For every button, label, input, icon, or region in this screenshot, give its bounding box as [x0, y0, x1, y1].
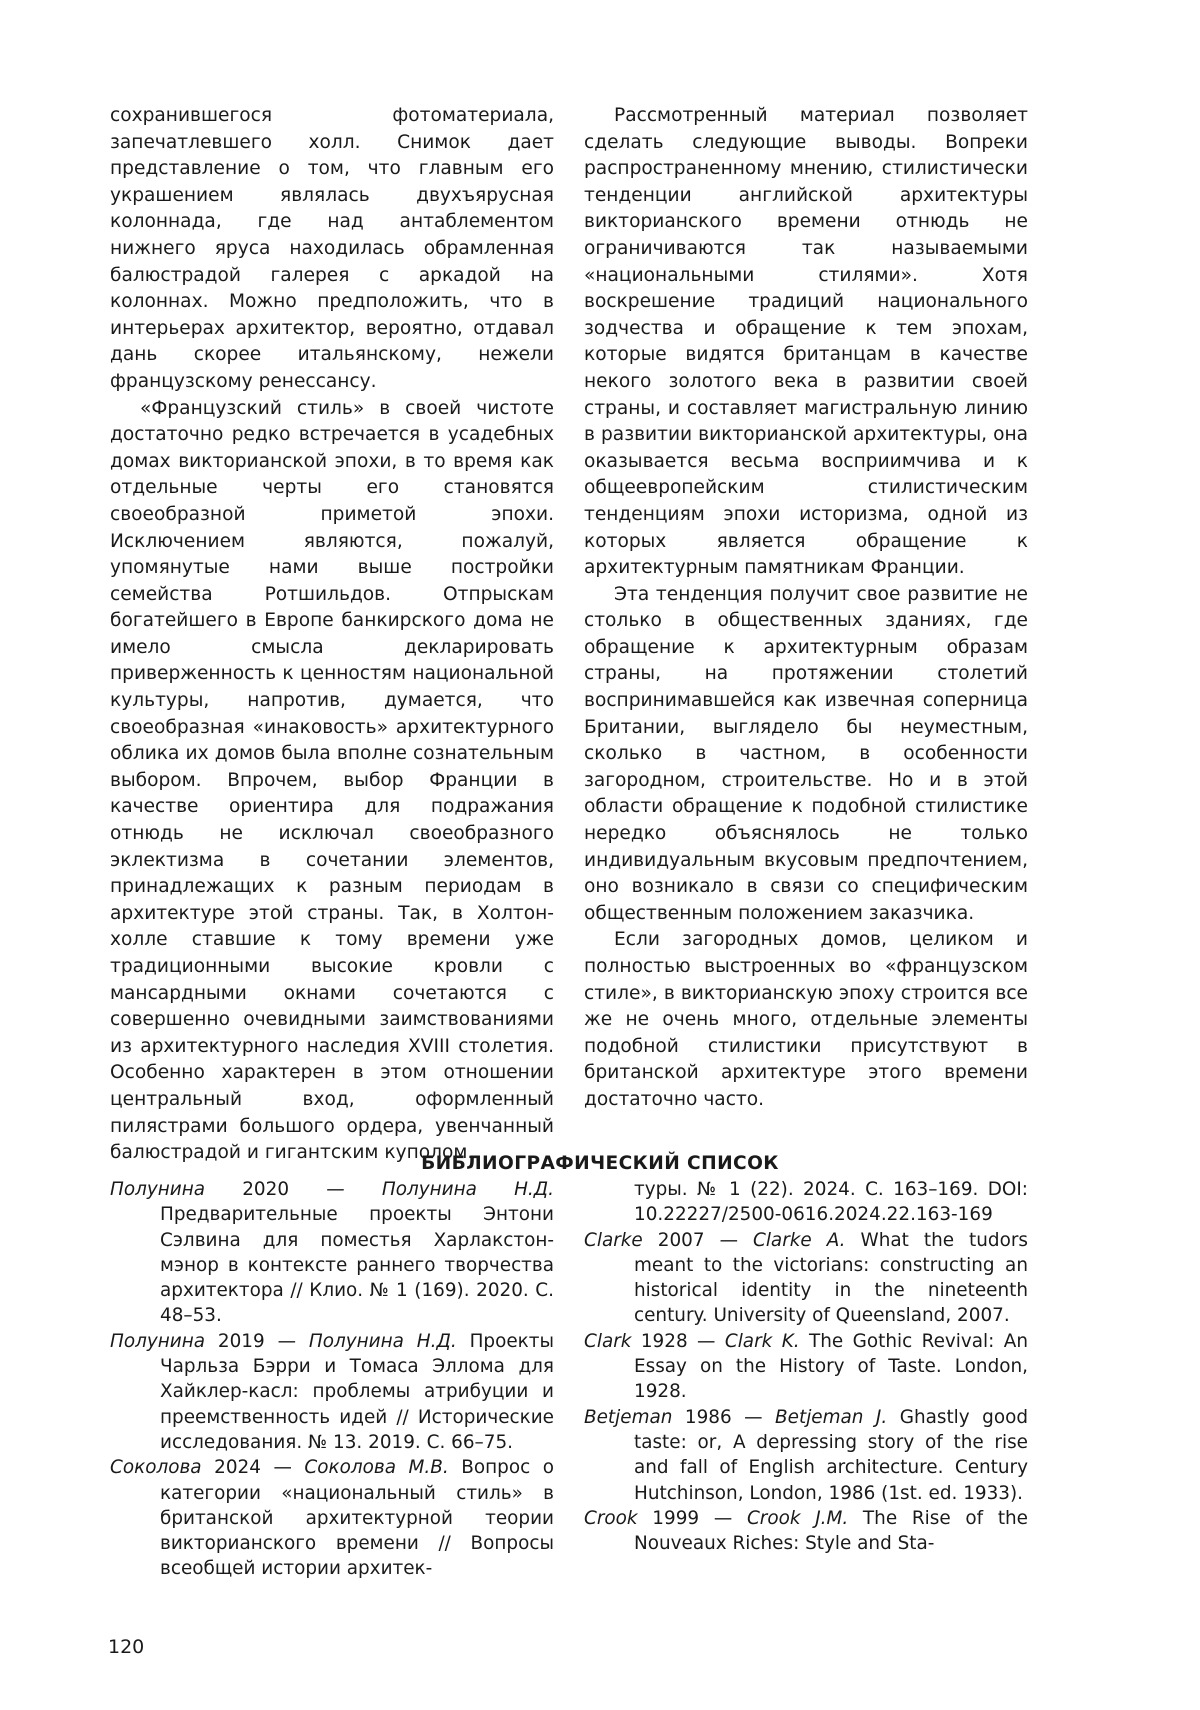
entry-key: Clark: [584, 1330, 632, 1352]
entry-key: Crook: [584, 1507, 638, 1529]
entry-key: Betjeman: [584, 1406, 673, 1428]
bibliography-heading: БИБЛИОГРАФИЧЕСКИЙ СПИСОК: [421, 1153, 779, 1174]
bibliography-entry: [584, 1228, 1028, 1329]
entry-key: Полунина: [110, 1179, 205, 1200]
entry-author: Соколова М.В.: [304, 1457, 449, 1479]
entry-author: Полунина Н.Д.: [308, 1330, 457, 1352]
entry-key: Clarke: [584, 1229, 643, 1251]
entry-author: Crook J.M.: [746, 1507, 849, 1529]
bibliography-entry-continuation: туры. № 1 (22). 2024. С. 163–169. DOI: 10.22227/2500-0616.2024.22.163-169: [634, 1179, 1028, 1226]
page-number: 120: [108, 1636, 145, 1658]
bibliography-entry: [584, 1506, 1028, 1557]
entry-key: Соколова: [110, 1457, 202, 1479]
entry-author: Clarke A.: [752, 1229, 846, 1251]
entry-author: Полунина Н.Д.: [381, 1179, 554, 1200]
entry-year: 1999 —: [637, 1507, 747, 1529]
entry-text: The Rise of the Nouveaux Riches: Style and Sta-: [634, 1507, 1028, 1555]
bibliography-right-column: [584, 1177, 1028, 1582]
right-column: [584, 103, 1028, 1167]
paragraph: Если загородных домов, целиком и полностью выстроенных во «французском стиле», в викторианскую эпоху строится все же не очень много, отдельные элементы подобной стилистики присутствуют в британской архитектуре этого времени достаточно часто.: [584, 929, 1028, 1110]
body-text: [110, 103, 1028, 1167]
entry-text: Проекты Чарльза Бэрри и Томаса Эллома для Хайклер-касл: проблемы атрибуции и преемственность идей // Исторические исследования. № 13. 2019. С. 66–75.: [160, 1330, 554, 1453]
entry-text: Предварительные проекты Энтони Сэлвина для поместья Харлакстон-мэнор в контексте раннего творчества архитектора // Клио. № 1 (169). 2020. С. 48–53.: [160, 1204, 554, 1327]
entry-year: 2020 —: [205, 1179, 382, 1200]
bibliography: [110, 1177, 1028, 1582]
entry-key: Полунина: [110, 1330, 205, 1352]
entry-year: 2024 —: [201, 1457, 305, 1479]
bibliography-entry: [584, 1405, 1028, 1506]
left-column: [110, 103, 554, 1167]
paragraph: Эта тенденция получит свое развитие не столько в общественных зданиях, где обращение к архитектурным образам страны, на протяжении столетий воспринимавшейся как извечная соперница Британии, выглядело бы неуместным, сколько в частном, в особенности загородном, строительстве. Но и в этой области обращение к подобной стилистике нередко объяснялось не только индивидуальным вкусовым предпочтением, оно возникало в связи со специфическим общественным положением заказчика.: [584, 583, 1028, 924]
entry-text: What the tudors meant to the victorians: constructing an historical identity in the nineteenth century. University of Queensland, 2007.: [634, 1229, 1028, 1327]
bibliography-entry: [110, 1329, 554, 1455]
bibliography-left-column: [110, 1177, 554, 1582]
entry-year: 2007 —: [642, 1229, 753, 1251]
entry-text: Вопрос о категории «национальный стиль» в британской архитектурной теории викторианского времени // Вопросы всеобщей истории архитек-: [160, 1457, 554, 1580]
entry-text: The Gothic Revival: An Essay on the History of Taste. London, 1928.: [634, 1330, 1028, 1403]
entry-author: Clark K.: [724, 1330, 800, 1352]
paragraph: сохранившегося фотоматериала, запечатлевшего холл. Снимок дает представление о том, что главным его украшением являлась двухъярусная колоннада, где над антаблементом нижнего яруса находилась обрамленная балюстрадой галерея с аркадой на колоннах. Можно предположить, что в интерьерах архитектор, вероятно, отдавал дань скорее итальянскому, нежели французскому ренессансу.: [110, 105, 554, 392]
paragraph: «Французский стиль» в своей чистоте достаточно редко встречается в усадебных домах викторианской эпохи, в то время как отдельные черты его становятся своеобразной приметой эпохи. Исключением являются, пожалуй, упомянутые нами выше постройки семейства Ротшильдов. Отпрыскам богатейшего в Европе банкирского дома не имело смысла декларировать приверженность к ценностям национальной культуры, напротив, думается, что своеобразная «инаковость» архитектурного облика их домов была вполне сознательным выбором. Впрочем, выбор Франции в качестве ориентира для подражания отнюдь не исключал своеобразного эклектизма в сочетании элементов, принадлежащих к разным периодам в архитектуре этой страны. Так, в Холтон-холле ставшие к тому времени уже традиционными высокие кровли с мансардными окнами сочетаются с совершенно очевидными заимствованиями из архитектурного наследия XVIII столетия. Особенно характерен в этом отношении центральный вход, оформленный пилястрами большого ордера, увенчанный балюстрадой и гигантским куполом.: [110, 397, 554, 1164]
entry-year: 2019 —: [205, 1330, 309, 1352]
bibliography-entry: [110, 1455, 554, 1581]
entry-text: Ghastly good taste: or, A depressing story of the rise and fall of English architecture. Century Hutchinson, London, 1986 (1st. ed. 1933).: [634, 1406, 1028, 1504]
paragraph: Рассмотренный материал позволяет сделать следующие выводы. Вопреки распространенному мнению, стилистически тенденции английской архитектуры викторианского времени отнюдь не ограничиваются так называемыми «национальными стилями». Хотя воскрешение традиций национального зодчества и обращение к тем эпохам, которые видятся британцам в качестве некого золотого века в развитии своей страны, и составляет магистральную линию в развитии викторианской архитектуры, она оказывается весьма восприимчива и к общеевропейским стилистическим тенденциям эпохи историзма, одной из которых является обращение к архитектурным памятникам Франции.: [584, 105, 1028, 579]
bibliography-entry: [110, 1177, 554, 1329]
entry-year: 1928 —: [631, 1330, 725, 1352]
entry-author: Betjeman J.: [775, 1406, 888, 1428]
bibliography-entry: [584, 1329, 1028, 1405]
entry-year: 1986 —: [672, 1406, 776, 1428]
